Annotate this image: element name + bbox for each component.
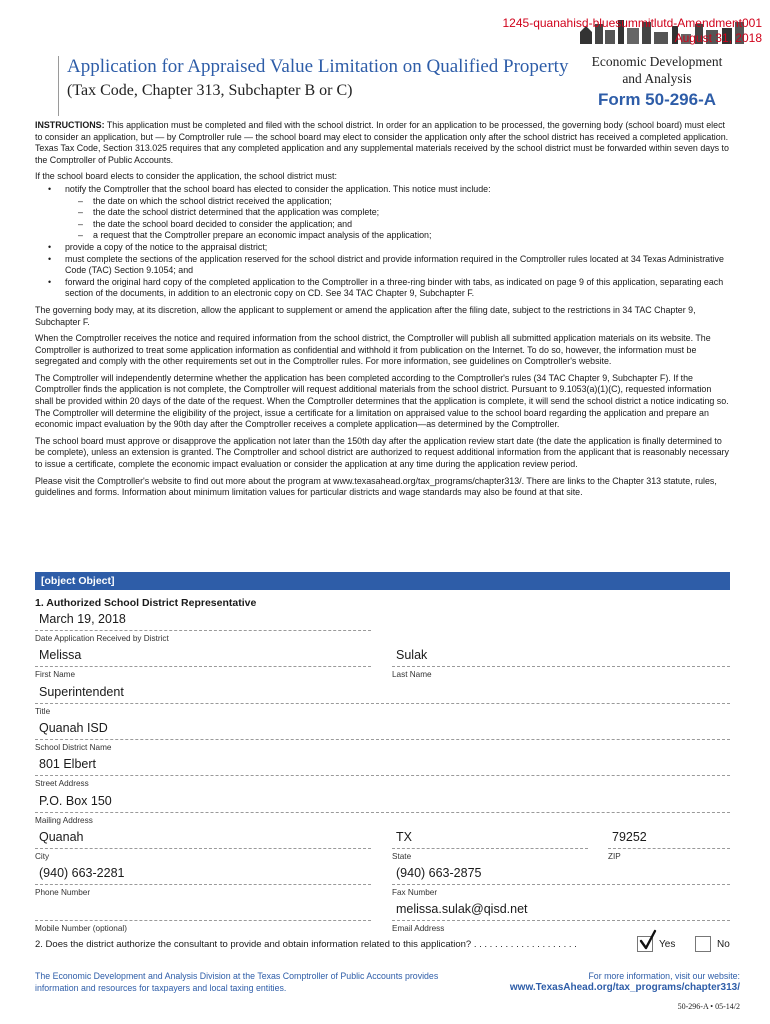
instructions-p1: This application must be completed and filed with the school district. In order for an application to be processed, the governing body (school board) must elect to consider an application, but — by Comptroller rule — the school board may elect to consider the application only after the school district has received a completed application. Texas Tax Code, Section 313.025 requires that any completed application and any supplemental materials received by the school district must be forwarded within seven days to the Comptroller of Public Accounts. — [35, 120, 729, 165]
title-label: Title — [35, 707, 51, 716]
state-label: State — [392, 852, 412, 861]
email-value[interactable]: melissa.sulak@qisd.net — [396, 902, 528, 916]
yes-label: Yes — [659, 939, 676, 950]
email-field[interactable] — [392, 902, 730, 933]
footer-division-text: The Economic Development and Analysis Division at the Texas Comptroller of Public Accounts provides information and resources for taxpayers and local taxing entities. — [35, 971, 439, 993]
instructions-label: INSTRUCTIONS: — [35, 120, 105, 130]
zip-label: ZIP — [608, 852, 621, 861]
street-address-label: Street Address — [35, 779, 89, 788]
title-value[interactable]: Superintendent — [39, 685, 124, 699]
field-underline — [35, 664, 371, 667]
amendment-stamp — [503, 16, 763, 46]
list-item: • provide a copy of the notice to the appraisal district; — [35, 242, 730, 254]
list-item: – the date the school district determined that the application was complete; — [35, 207, 730, 219]
field-underline — [35, 701, 730, 704]
date-received-field[interactable] — [35, 612, 371, 643]
fax-field[interactable] — [392, 866, 730, 897]
list-item: – the date on which the school district received the application; — [35, 196, 730, 208]
mobile-value[interactable] — [35, 902, 371, 918]
form-title-block — [58, 56, 568, 116]
field-underline — [35, 846, 371, 849]
instructions-paragraph-3: The governing body may, at its discretion, allow the applicant to supplement or amend the application after the filing date, subject to the restrictions in 34 TAC Chapter 9, Subchapter F. — [35, 304, 696, 327]
field-underline — [35, 918, 371, 921]
instructions-paragraph-5: The Comptroller will independently determine whether the application has been completed according to the Comptroller's rules (34 TAC Chapter 9, Subchapter F). If the Comptroller finds the application is not complete, the Comptroller will request additional materials from the school district. Pursuant to 9.1053(a)(1)(C), requested information shall be provided within 20 days of the date of the request. When the Comptroller determines that the application is complete, it will send the school district a notice indicating so. The Comptroller will determine the eligibility of the project, issue a certificate for a limitation on appraised value to the school board regarding the application and prepare an economic impact evaluation by the 90th day after the Comptroller receives a complete application—as determined by the Comptroller. — [35, 372, 729, 430]
no-label: No — [717, 939, 730, 950]
form-subtitle: (Tax Code, Chapter 313, Subchapter B or C) — [67, 82, 353, 99]
district-name-field[interactable] — [35, 721, 730, 752]
list-item: • notify the Comptroller that the school board has elected to consider the application. This notice must include: — [35, 184, 730, 196]
form-title: Application for Appraised Value Limitation on Qualified Property — [67, 56, 569, 77]
email-label: Email Address — [392, 924, 445, 933]
field-underline — [35, 882, 371, 885]
department-name — [582, 53, 732, 87]
city-label: City — [35, 852, 50, 861]
first-name-value[interactable]: Melissa — [39, 648, 82, 662]
department-line-2: and Analysis — [622, 71, 692, 86]
form-number: Form 50-296-A — [597, 90, 717, 109]
street-address-value[interactable]: 801 Elbert — [39, 757, 96, 771]
last-name-value[interactable]: Sulak — [396, 648, 428, 662]
field-underline — [392, 882, 730, 885]
footer-website-link[interactable]: www.TexasAhead.org/tax_programs/chapter313/ — [509, 982, 740, 993]
state-field[interactable] — [392, 830, 588, 861]
list-item: – the date the school board decided to consider the application; and — [35, 219, 730, 231]
field-underline — [35, 810, 730, 813]
field-underline — [392, 664, 730, 667]
list-item: – a request that the Comptroller prepare an economic impact analysis of the application; — [35, 230, 730, 242]
city-field[interactable] — [35, 830, 371, 861]
fax-label: Fax Number — [392, 888, 438, 897]
title-field[interactable] — [35, 685, 730, 716]
footer-website — [480, 970, 740, 994]
list-item: • must complete the sections of the application reserved for the school district and provide information required in the Comptroller rules located at 34 Texas Administrative Code (TAC) Section 9.1054; and — [35, 254, 730, 277]
list-item: • forward the original hard copy of the completed application to the Comptroller in a three-ring binder with tabs, as indicated on page 9 of this application, separating each section of the documents, in addition to an electronic copy on CD. See 34 TAC Chapter 9, Subchapter F. — [35, 277, 730, 300]
instructions-paragraph-4: When the Comptroller receives the notice and required information from the school district, the Comptroller will publish all submitted application materials on its website. The Comptroller is authorized to treat some application information as confidential and withhold it from publication on the Internet. To do so, however, the information must be segregated and comply with the other requirements set out in the Comptroller rules. For more information, see guidelines on Comptroller's website. — [35, 333, 711, 367]
phone-value[interactable]: (940) 663-2281 — [39, 866, 125, 880]
question-1-label: 1. Authorized School District Representative — [35, 597, 257, 609]
state-value[interactable]: TX — [396, 830, 412, 844]
city-value[interactable]: Quanah — [39, 830, 84, 844]
footer-website-label: For more information, visit our website: — [588, 971, 740, 981]
field-underline — [392, 846, 588, 849]
department-line-1: Economic Development — [591, 54, 723, 69]
checkmark-icon — [639, 929, 657, 951]
phone-label: Phone Number — [35, 888, 91, 897]
instructions-text — [35, 120, 730, 504]
zip-value[interactable]: 79252 — [612, 830, 647, 844]
mobile-field[interactable] — [35, 902, 371, 933]
stamp-line-2: August 31, 2018 — [674, 31, 762, 45]
last-name-label: Last Name — [392, 670, 432, 679]
field-underline — [392, 918, 730, 921]
instructions-list — [35, 184, 730, 300]
first-name-field[interactable] — [35, 648, 371, 679]
first-name-label: First Name — [35, 670, 76, 679]
instructions-paragraph-7: Please visit the Comptroller's website to find out more about the program at www.texasahead.org/tax_programs/chapter313/. There are links to the Chapter 313 statute, rules, guidelines and forms. Information about minimum limitation values for particular districts and wage standards may also be found at that site. — [35, 475, 717, 498]
phone-field[interactable] — [35, 866, 371, 897]
field-underline — [608, 846, 730, 849]
field-underline — [35, 773, 730, 776]
mailing-address-label: Mailing Address — [35, 816, 93, 825]
fax-value[interactable]: (940) 663-2875 — [396, 866, 482, 880]
instructions-paragraph-2: If the school board elects to consider the application, the school district must: — [35, 171, 337, 182]
no-checkbox[interactable] — [695, 936, 711, 952]
date-received-value[interactable]: March 19, 2018 — [39, 612, 126, 626]
field-underline — [35, 628, 371, 631]
form-revision-code: 50-296-A • 05-14/2 — [677, 1002, 740, 1011]
date-received-label: Date Application Received by District — [35, 634, 169, 643]
field-underline — [35, 737, 730, 740]
district-name-value[interactable]: Quanah ISD — [39, 721, 108, 735]
mailing-address-value[interactable]: P.O. Box 150 — [39, 794, 112, 808]
question-2-label: 2. Does the district authorize the consultant to provide and obtain information related to this application? . . . . . . . . . . . . . . . . . . . . — [35, 939, 577, 950]
last-name-field[interactable] — [392, 648, 730, 679]
zip-field[interactable] — [608, 830, 730, 861]
instructions-paragraph-6: The school board must approve or disapprove the application not later than the 150th day after the application review start date (the date the application is finally determined to be complete), unless an extension is granted. The Comptroller and school district are authorized to request additional information from the applicant that is reasonably necessary to issue a certificate, complete the economic impact evaluation or consider the application at any time during the application review period. — [35, 435, 729, 470]
street-address-field[interactable] — [35, 757, 730, 788]
instructions-paragraph-1 — [35, 120, 730, 166]
district-name-label: School District Name — [35, 743, 112, 752]
section-1-header: [object Object] — [35, 572, 730, 590]
mailing-address-field[interactable] — [35, 794, 730, 825]
stamp-line-1: 1245-quanahisd-bluesummitlutd-Amendment001 — [502, 16, 762, 30]
mobile-label: Mobile Number (optional) — [35, 924, 127, 933]
